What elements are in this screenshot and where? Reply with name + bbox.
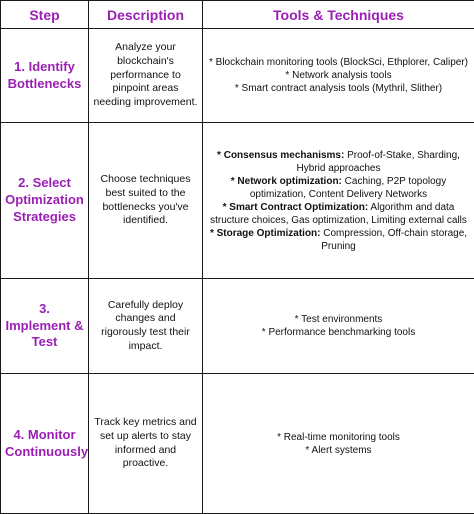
header-description: Description (89, 1, 203, 29)
tool-item: * Storage Optimization: Compression, Off-chain storage, Pruning (207, 227, 470, 253)
description-cell: Carefully deploy changes and rigorously test their impact. (89, 279, 203, 374)
step-cell: 4. Monitor Continuously (1, 374, 89, 514)
table-row (1, 279, 474, 374)
table-row (1, 123, 474, 279)
tool-item: * Test environments (207, 313, 470, 326)
tool-item: * Smart Contract Optimization: Algorithm and data structure choices, Gas optimization, Limiting external calls (207, 201, 470, 227)
tool-item: * Alert systems (207, 444, 470, 457)
tool-item: * Consensus mechanisms: Proof-of-Stake, Sharding, Hybrid approaches (207, 149, 470, 175)
tool-item: * Network optimization: Caching, P2P topology optimization, Content Delivery Networks (207, 175, 470, 201)
tool-item: * Blockchain monitoring tools (BlockSci, Ethplorer, Caliper) (207, 56, 470, 69)
tools-cell (203, 279, 474, 374)
tool-item: * Performance benchmarking tools (207, 326, 470, 339)
header-tools: Tools & Techniques (203, 1, 474, 29)
header-row (1, 1, 474, 29)
description-cell: Track key metrics and set up alerts to stay informed and proactive. (89, 374, 203, 514)
header-step: Step (1, 1, 89, 29)
tool-item: * Smart contract analysis tools (Mythril, Slither) (207, 82, 470, 95)
tool-item: * Network analysis tools (207, 69, 470, 82)
step-cell: 2. Select Optimization Strategies (1, 123, 89, 279)
description-cell: Analyze your blockchain's performance to pinpoint areas needing improvement. (89, 29, 203, 123)
table-row (1, 374, 474, 514)
step-cell: 3. Implement & Test (1, 279, 89, 374)
table-row (1, 29, 474, 123)
tools-cell (203, 29, 474, 123)
tool-item: * Real-time monitoring tools (207, 431, 470, 444)
description-cell: Choose techniques best suited to the bottlenecks you've identified. (89, 123, 203, 279)
tools-cell (203, 123, 474, 279)
tools-cell (203, 374, 474, 514)
step-cell: 1. Identify Bottlenecks (1, 29, 89, 123)
